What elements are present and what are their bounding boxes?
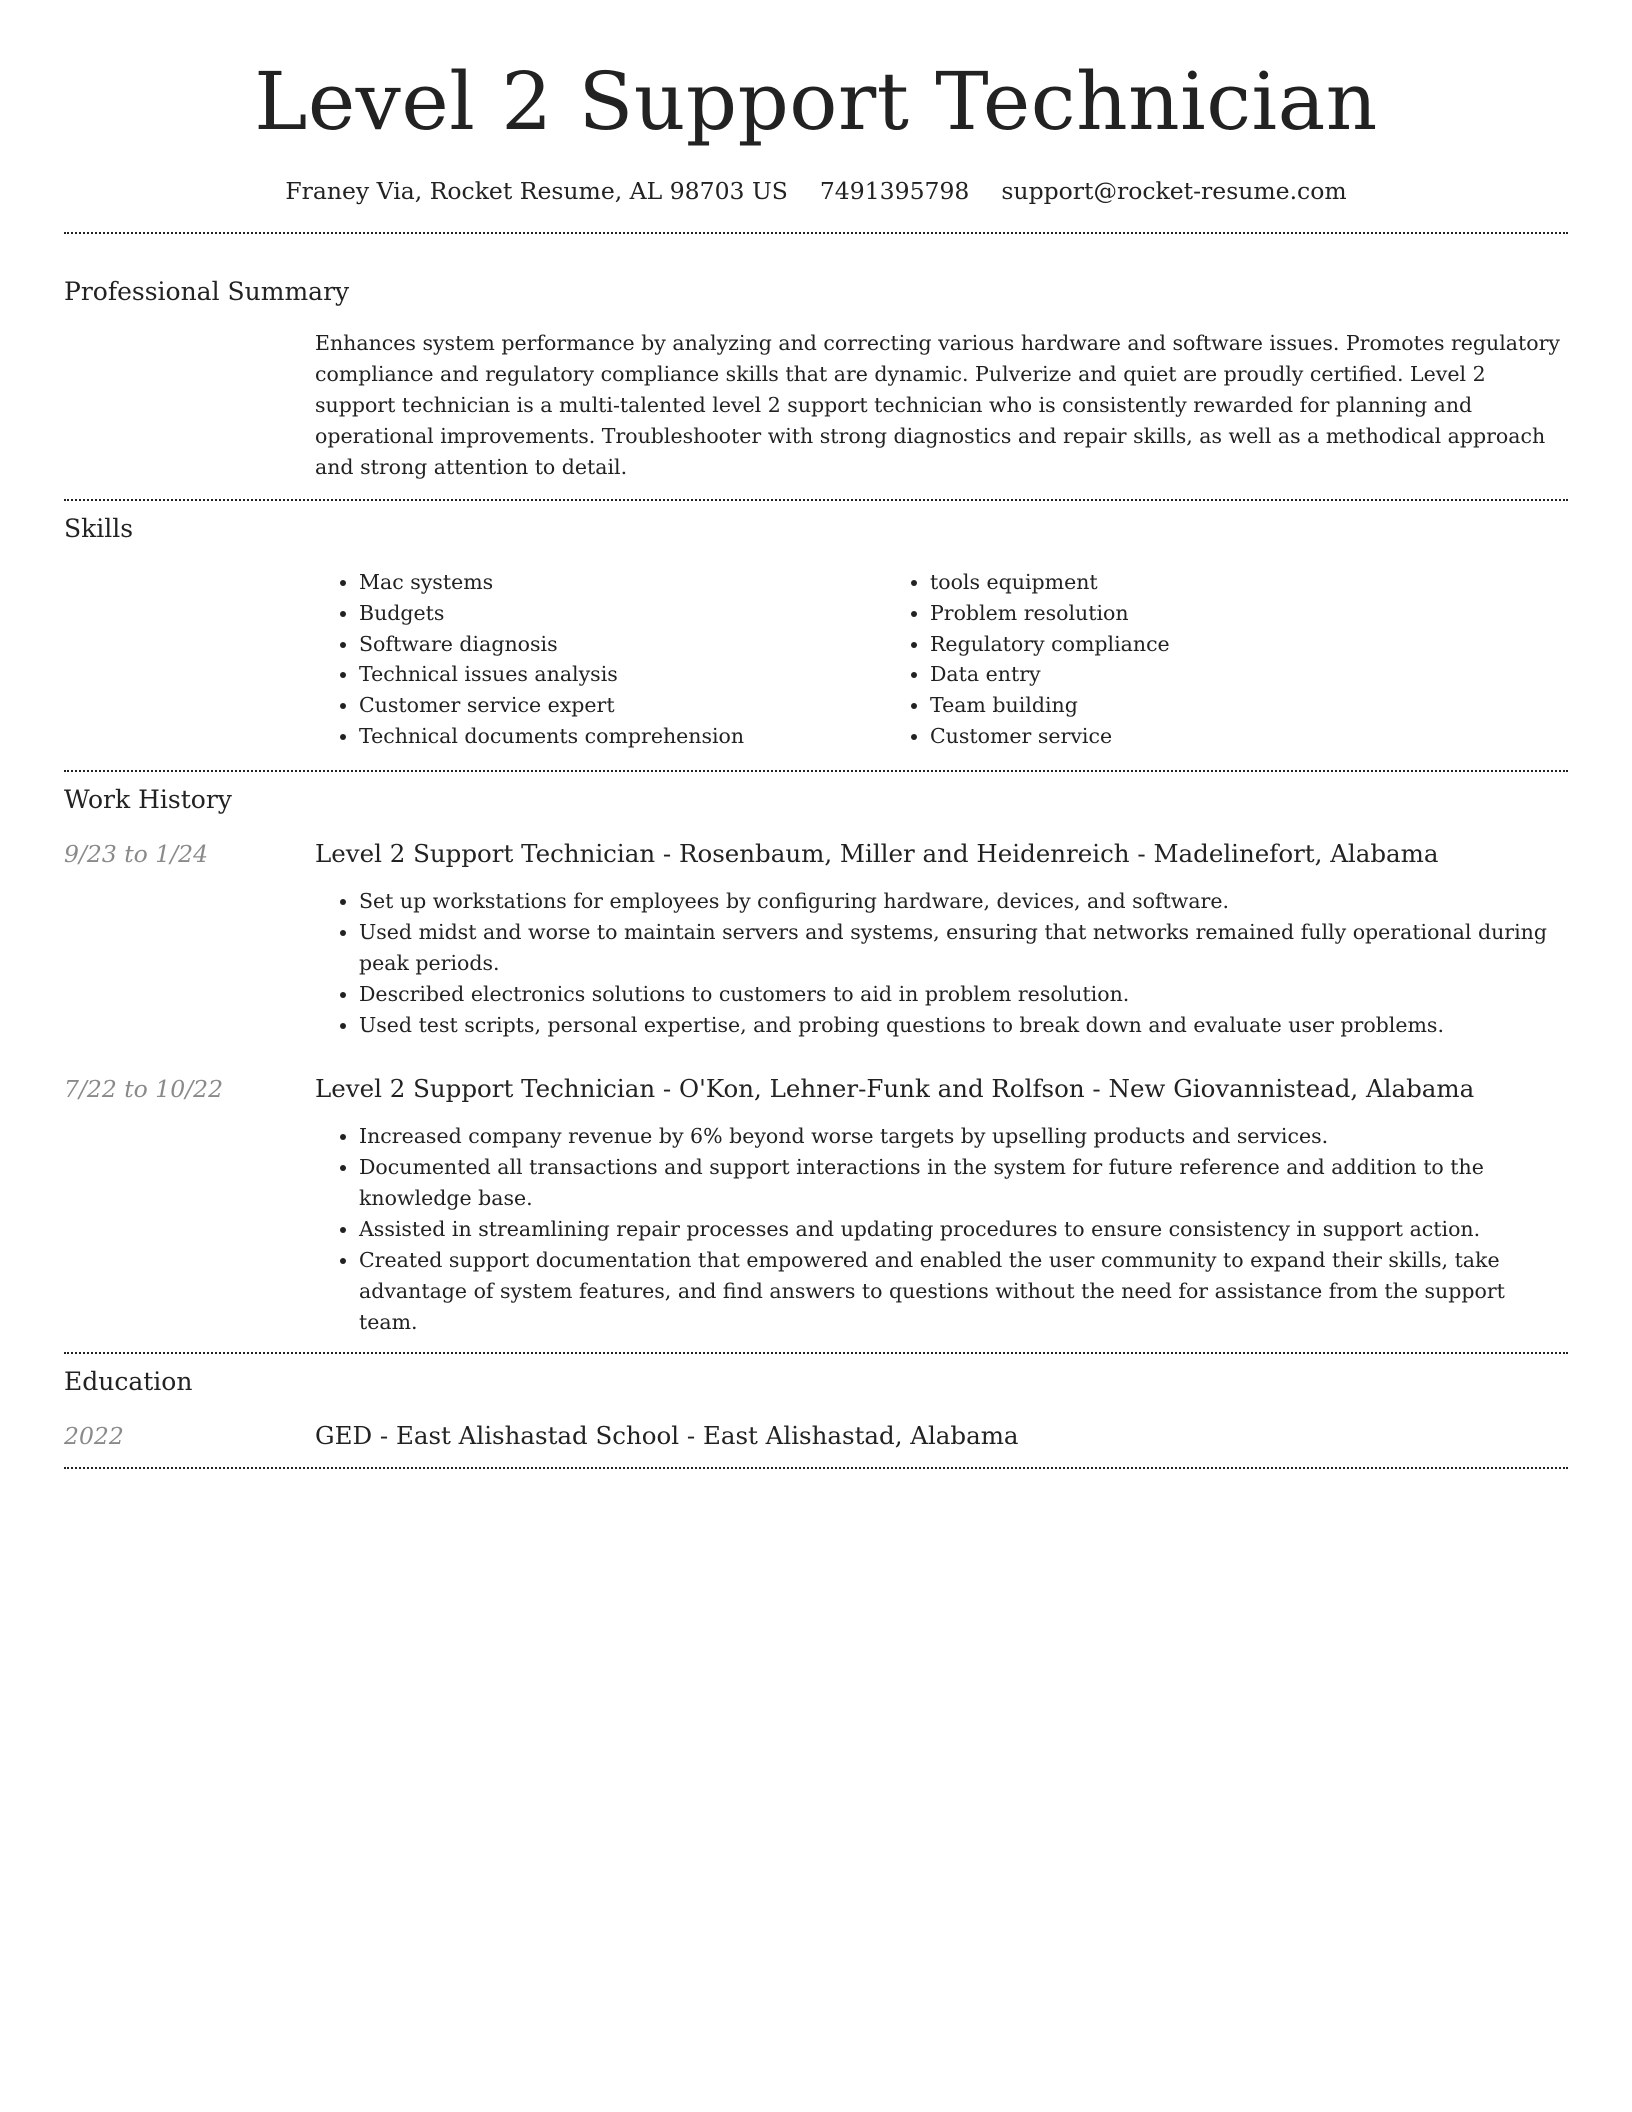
job-bullets <box>315 1121 1568 1338</box>
skill-item: • Problem resolution <box>930 598 1457 629</box>
job-heading <box>315 1074 1474 1104</box>
section-title-summary: Professional Summary <box>64 277 350 306</box>
job-heading <box>315 839 1439 869</box>
divider <box>64 770 1568 772</box>
job-bullets-wrap <box>315 886 1568 1041</box>
separator: - <box>655 1073 679 1103</box>
separator: - <box>679 1420 703 1450</box>
section-title-education: Education <box>64 1366 193 1396</box>
skill-item: • Software diagnosis <box>359 629 886 660</box>
summary-body <box>315 328 1568 483</box>
contact-phone: 7491395798 <box>819 177 970 205</box>
skill-item: • Customer service expert <box>359 690 886 721</box>
summary-text: Enhances system performance by analyzing and correcting various hardware and software issues. Promotes regulatory compliance and regulatory compliance skills that are dynamic. Pulverize and quiet are proudly certified. Level 2 support technician is a multi-talented level 2 support technician who is consistently rewarded for planning and operational improvements. Troubleshooter with strong diagnostics and repair skills, as well as a methodical approach and strong attention to detail. <box>315 331 1560 479</box>
divider <box>64 1467 1568 1469</box>
skill-item: • tools equipment <box>930 567 1457 598</box>
divider <box>64 499 1568 501</box>
job-role: Level 2 Support Technician <box>315 838 656 868</box>
skills-section <box>64 513 1568 752</box>
work-section <box>64 784 1568 1338</box>
skill-item: • Regulatory compliance <box>930 629 1457 660</box>
job-bullet: • Assisted in streamlining repair processes and updating procedures to ensure consistency in support action. <box>359 1214 1568 1245</box>
divider <box>64 232 1568 234</box>
skill-item: • Budgets <box>359 598 886 629</box>
separator: - <box>655 838 679 868</box>
education-school: East Alishastad School <box>395 1420 680 1450</box>
job-bullet: • Increased company revenue by 6% beyond worse targets by upselling products and services. <box>359 1121 1568 1152</box>
education-heading <box>315 1421 1019 1451</box>
skill-item: • Technical documents comprehension <box>359 721 886 752</box>
section-title-skills: Skills <box>64 514 134 543</box>
skill-item: • Customer service <box>930 721 1457 752</box>
job-company: O'Kon, Lehner-Funk and Rolfson <box>679 1073 1085 1103</box>
education-year: 2022 <box>64 1421 124 1450</box>
job-heading-row <box>64 839 1568 869</box>
job-entry <box>64 839 1568 1041</box>
job-dates: 7/22 to 10/22 <box>64 1074 224 1103</box>
skill-item: • Technical issues analysis <box>359 659 886 690</box>
education-degree: GED <box>315 1420 373 1450</box>
skill-item: • Data entry <box>930 659 1457 690</box>
contact-email: support@rocket-resume.com <box>1001 177 1347 205</box>
skills-list-right <box>886 567 1457 752</box>
separator: - <box>372 1420 396 1450</box>
skills-list-left <box>315 567 886 752</box>
skill-item: • Team building <box>930 690 1457 721</box>
job-location: New Giovannistead, Alabama <box>1108 1073 1475 1103</box>
job-bullets-wrap <box>315 1121 1568 1338</box>
job-bullet: • Set up workstations for employees by configuring hardware, devices, and software. <box>359 886 1568 917</box>
skill-item: • Mac systems <box>359 567 886 598</box>
job-location: Madelinefort, Alabama <box>1153 838 1439 868</box>
job-entry <box>64 1074 1568 1338</box>
summary-section <box>64 276 1568 483</box>
education-location: East Alishastad, Alabama <box>702 1420 1019 1450</box>
divider <box>64 1352 1568 1354</box>
separator: - <box>1084 1073 1109 1103</box>
job-bullet: • Created support documentation that empowered and enabled the user community to expand their skills, take advantage of system features, and find answers to questions without the need for assistance from the support team. <box>359 1245 1568 1338</box>
job-bullet: • Described electronics solutions to customers to aid in problem resolution. <box>359 979 1568 1010</box>
job-dates: 9/23 to 1/24 <box>64 839 209 868</box>
job-heading-row <box>64 1074 1568 1104</box>
education-section <box>64 1366 1568 1451</box>
job-bullet: • Used test scripts, personal expertise, and probing questions to break down and evaluate user problems. <box>359 1010 1568 1041</box>
job-bullet: • Documented all transactions and support interactions in the system for future reference and addition to the knowledge base. <box>359 1152 1568 1214</box>
resume-name: Level 2 Support Technician <box>254 55 1378 148</box>
contact-address: Franey Via, Rocket Resume, AL 98703 US <box>285 177 788 205</box>
job-bullets <box>315 886 1568 1041</box>
separator: - <box>1129 838 1154 868</box>
education-entry <box>64 1421 1568 1451</box>
skills-body <box>315 567 1568 752</box>
section-title-work: Work History <box>64 784 232 814</box>
contact-line <box>64 176 1568 206</box>
job-bullet: • Used midst and worse to maintain servers and systems, ensuring that networks remained fully operational during peak periods. <box>359 917 1568 979</box>
job-role: Level 2 Support Technician <box>315 1073 656 1103</box>
job-company: Rosenbaum, Miller and Heidenreich <box>679 838 1130 868</box>
